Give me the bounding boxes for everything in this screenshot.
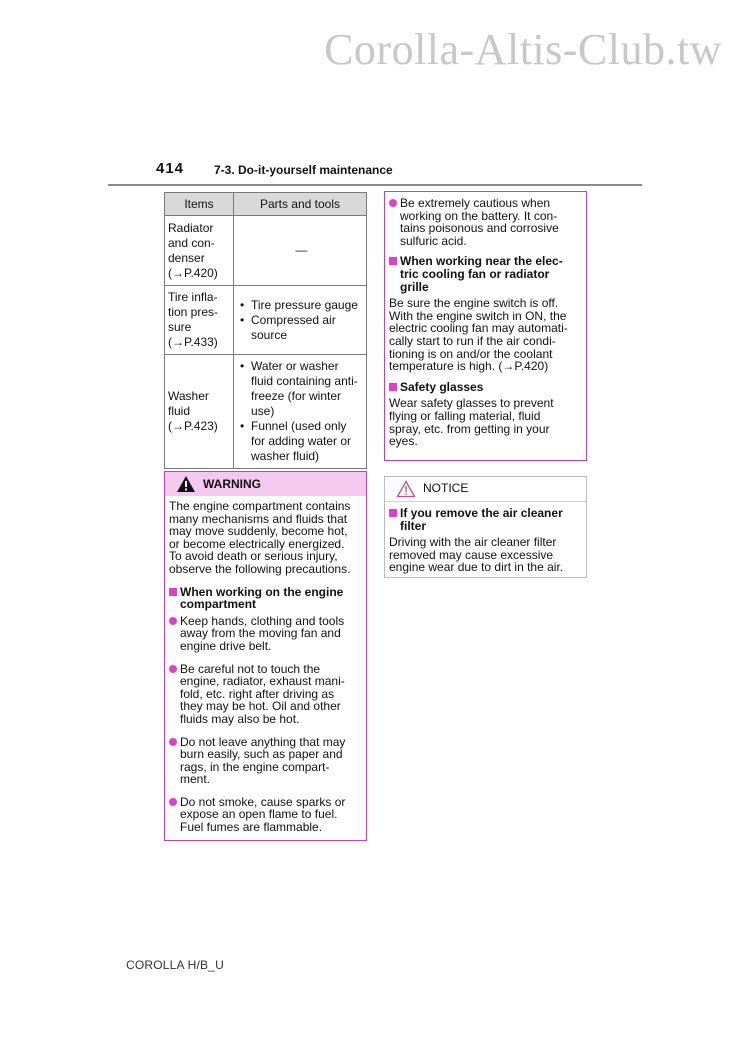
- text-line: engine drive belt.: [180, 638, 272, 653]
- text-line: Be extremely cautious when: [400, 196, 551, 210]
- text-line: engine wear due to dirt in the air.: [389, 560, 564, 575]
- item-line: sure: [168, 320, 192, 334]
- parts-cell: [234, 286, 367, 355]
- circle-bullet-icon: [169, 738, 177, 746]
- text-line: compartment: [180, 597, 257, 612]
- list-item: [240, 419, 363, 464]
- circle-bullet-icon: [389, 199, 397, 207]
- text-line: they may be hot. Oil and other: [180, 699, 341, 714]
- notice-box: [384, 476, 587, 578]
- text-line: electric cooling fan may automati-: [389, 321, 568, 336]
- text-line: may move suddenly, become hot,: [169, 524, 348, 539]
- item-line: Washer: [168, 389, 209, 403]
- square-bullet-icon: [389, 383, 397, 391]
- text-line: Do not leave anything that may: [180, 734, 346, 749]
- text-line: To avoid death or serious injury,: [169, 549, 338, 564]
- table-row: [165, 355, 367, 469]
- text-line: flying or falling material, fluid: [389, 408, 541, 423]
- text-line: When working on the engine: [180, 584, 344, 599]
- text-line: filter: [400, 518, 427, 533]
- column-header-parts: Parts and tools: [234, 193, 367, 216]
- item-cell: [165, 286, 234, 355]
- safety-glasses-heading: [389, 381, 582, 394]
- item-line: Tire infla-: [168, 290, 218, 304]
- part-line: use): [251, 404, 275, 418]
- text-line: Do not smoke, cause sparks or: [180, 794, 346, 809]
- item-line: denser: [168, 250, 205, 265]
- list-item: [169, 615, 362, 653]
- text-line: Fuel fumes are flammable.: [180, 820, 323, 835]
- parts-cell-empty: —: [234, 216, 367, 286]
- item-cell: [165, 216, 234, 286]
- item-line: (→P.420): [168, 265, 218, 280]
- warning-label: WARNING: [203, 477, 261, 491]
- text-line: or become electrically energized.: [169, 536, 345, 551]
- part-line: Tire pressure gauge: [251, 297, 358, 312]
- table-row: [165, 216, 367, 286]
- text-line: working on the battery. It con-: [400, 208, 558, 223]
- list-item: [169, 796, 362, 834]
- circle-bullet-icon: [169, 798, 177, 806]
- part-line: for adding water or: [251, 434, 352, 448]
- bullet: •: [240, 297, 245, 312]
- column-header-items: Items: [165, 193, 234, 216]
- square-bullet-icon: [169, 588, 177, 596]
- section-title: 7-3. Do-it-yourself maintenance: [214, 163, 393, 177]
- part-line: washer fluid): [251, 449, 320, 463]
- table-header-row: [165, 193, 367, 216]
- footer-model: COROLLA H/B_U: [126, 958, 224, 972]
- table-row: [165, 286, 367, 355]
- text-line: cally start to run if the air condi-: [389, 333, 556, 348]
- part-line: Water or washer: [251, 359, 339, 373]
- text-line: fold, etc. right after driving as: [180, 686, 335, 701]
- text-line: When working near the elec-: [400, 254, 563, 269]
- list-item: [389, 197, 582, 247]
- text-line: Be careful not to touch the: [180, 661, 321, 676]
- item-line: Radiator: [168, 220, 214, 235]
- item-line: and con-: [168, 235, 215, 250]
- square-bullet-icon: [389, 509, 397, 517]
- page-header: [108, 160, 642, 186]
- page-number: 414: [156, 160, 185, 177]
- text-line: fluids may also be hot.: [180, 711, 300, 726]
- cooling-fan-text: [389, 297, 582, 373]
- text-line: Keep hands, clothing and tools: [180, 613, 345, 628]
- warning-intro: [169, 500, 362, 576]
- text-line: tains poisonous and corrosive: [400, 221, 559, 236]
- notice-heading: [389, 507, 582, 532]
- part-line: Compressed air: [251, 312, 336, 327]
- list-item: [169, 663, 362, 726]
- text-line: With the engine switch in ON, the: [389, 308, 567, 323]
- notice-body: [385, 502, 586, 574]
- square-bullet-icon: [389, 257, 397, 265]
- list-item: [240, 359, 363, 419]
- text-line: Wear safety glasses to prevent: [389, 396, 554, 411]
- text-line: ment.: [180, 772, 211, 787]
- notice-text: [389, 536, 582, 574]
- part-line: Funnel (used only: [251, 419, 347, 433]
- text-line: observe the following precautions.: [169, 561, 351, 576]
- watermark-text: Corolla-Altis-Club.tw: [324, 25, 722, 74]
- text-line: grille: [400, 279, 429, 294]
- text-line: temperature is high. (→P.420): [389, 359, 549, 374]
- item-line: (→P.433): [168, 335, 218, 349]
- warning-box: [164, 471, 367, 841]
- list-item: [169, 736, 362, 786]
- text-line: burn easily, such as paper and: [180, 747, 343, 762]
- notice-label: NOTICE: [423, 481, 469, 495]
- bullet: •: [240, 359, 245, 373]
- warning-header: [165, 472, 366, 496]
- text-line: sulfuric acid.: [400, 233, 467, 248]
- text-line: The engine compartment contains: [169, 499, 351, 513]
- text-line: spray, etc. from getting in your: [389, 421, 550, 436]
- part-line: source: [251, 327, 288, 342]
- notice-header: [385, 477, 586, 502]
- warning-icon: [176, 475, 196, 493]
- safety-glasses-text: [389, 397, 582, 447]
- text-line: away from the moving fan and: [180, 626, 341, 641]
- text-line: many mechanisms and fluids that: [169, 511, 348, 526]
- item-line: fluid: [168, 404, 191, 418]
- bullet: •: [240, 312, 245, 327]
- circle-bullet-icon: [169, 665, 177, 673]
- part-line: freeze (for winter: [251, 389, 342, 403]
- item-cell: [165, 355, 234, 469]
- list-item: [240, 298, 363, 313]
- part-line: fluid containing anti-: [251, 374, 358, 388]
- text-line: Driving with the air cleaner filter: [389, 535, 557, 550]
- circle-bullet-icon: [169, 617, 177, 625]
- bullet: •: [240, 419, 245, 433]
- text-line: expose an open flame to fuel.: [180, 807, 338, 822]
- text-line: tioning is on and/or the coolant: [389, 346, 553, 361]
- warning-subheading: [169, 586, 362, 611]
- text-line: eyes.: [389, 434, 418, 449]
- text-line: If you remove the air cleaner: [400, 506, 563, 520]
- list-item: [240, 313, 363, 343]
- text-line: Safety glasses: [400, 379, 484, 394]
- parts-cell: [234, 355, 367, 469]
- cooling-fan-heading: [389, 255, 582, 293]
- tools-table: [164, 192, 367, 469]
- text-line: removed may cause excessive: [389, 547, 554, 562]
- item-line: (→P.423): [168, 419, 218, 433]
- text-line: tric cooling fan or radiator: [400, 266, 550, 281]
- text-line: Be sure the engine switch is off.: [389, 296, 559, 311]
- item-line: tion pres-: [168, 305, 219, 319]
- warning-body: [165, 496, 366, 834]
- warning-continued-box: [384, 191, 587, 461]
- caution-icon: [396, 480, 416, 498]
- text-line: rags, in the engine compart-: [180, 759, 330, 774]
- text-line: engine, radiator, exhaust mani-: [180, 674, 345, 689]
